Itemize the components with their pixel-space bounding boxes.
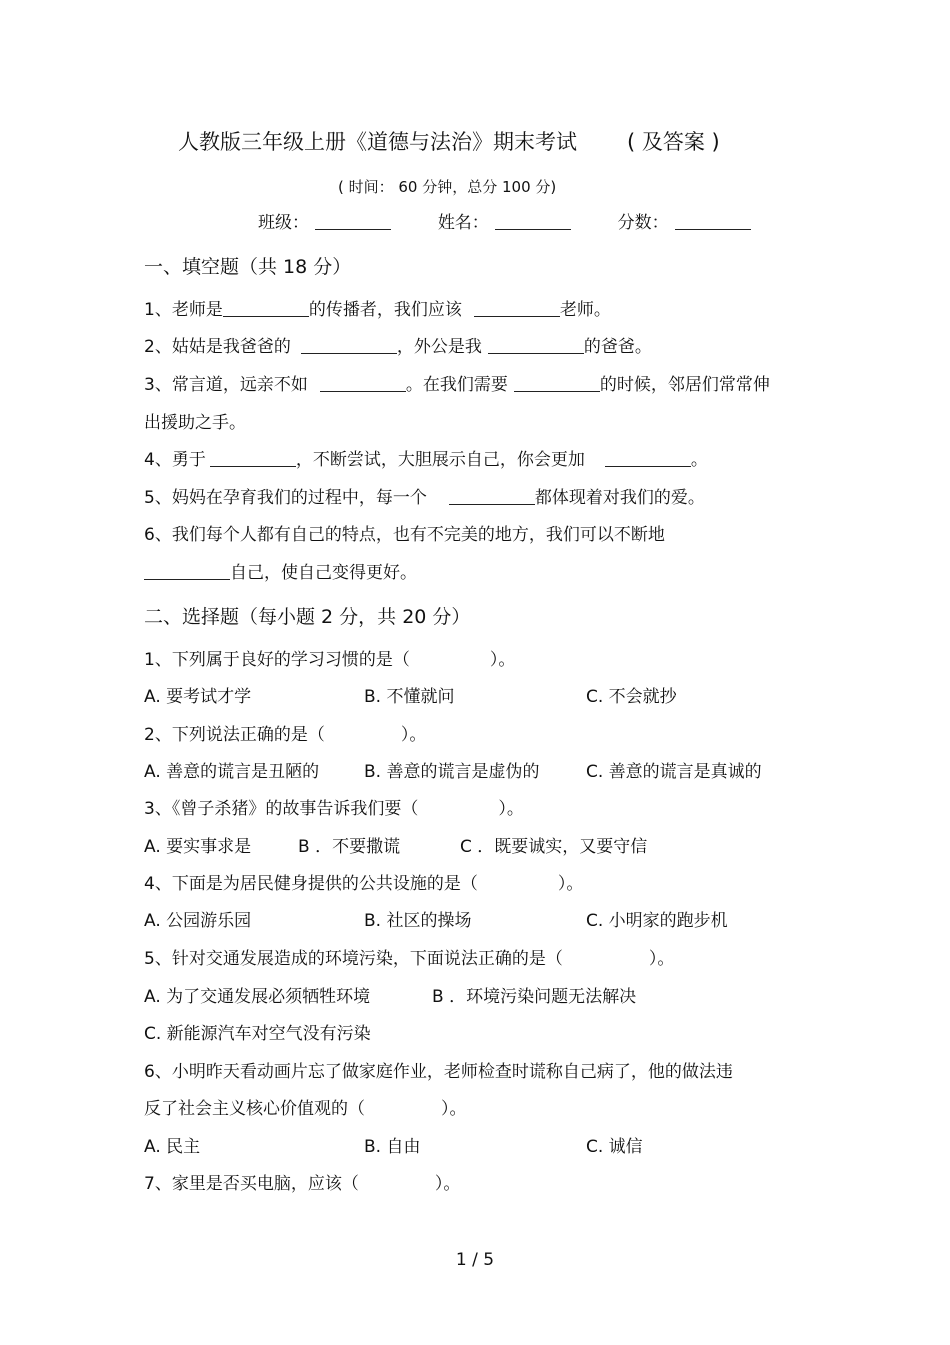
answer-blank (514, 375, 600, 392)
fill-question-6: 6、我们每个人都有自己的特点，也有不完美的地方，我们可以不断地 (144, 525, 665, 545)
option-c: C. 不会就抄 (586, 687, 677, 707)
fill-question-1 (144, 299, 611, 321)
answer-blank (449, 488, 535, 505)
choice-question-6-cont (144, 1098, 467, 1120)
option-b: B. 不懂就问 (364, 687, 455, 707)
fill-question-3 (144, 374, 770, 396)
choice-stem: 1、下列属于良好的学习习惯的是（ (144, 650, 410, 670)
option-b: B. 社区的操场 (364, 911, 472, 931)
option-a: A. 为了交通发展必须牺牲环境 (144, 987, 371, 1007)
choice-close: ）。 (441, 1099, 467, 1119)
choice-close: ）。 (498, 799, 524, 819)
choice-stem: 3、《曾子杀猪》的故事告诉我们要（ (144, 799, 419, 819)
class-label: 班级： (258, 213, 309, 233)
choice-close: ）。 (434, 1174, 461, 1194)
title-suffix: ( 及答案 ) (627, 130, 720, 154)
answer-blank (144, 563, 230, 580)
student-info-row (258, 212, 751, 234)
choice-question-7 (144, 1173, 460, 1195)
q2-text-c: 的爸爸。 (583, 337, 652, 357)
q3-text-a: 3、常言道，远亲不如 (144, 375, 308, 395)
title-text: 人教版三年级上册《道德与法治》期末考试 (178, 130, 577, 154)
option-a: A. 公园游乐园 (144, 911, 252, 931)
q4-text-c: 。 (690, 450, 708, 470)
choice-stem: 5、针对交通发展造成的环境污染，下面说法正确的是（ (144, 949, 563, 969)
answer-blank (301, 337, 397, 354)
q2-text-a: 2、姑姑是我爸爸的 (144, 337, 291, 357)
option-a: A. 民主 (144, 1137, 201, 1157)
answer-blank (320, 375, 406, 392)
class-blank (315, 213, 391, 230)
answer-blank (605, 450, 691, 467)
option-a: A. 要考试才学 (144, 687, 252, 707)
q3-text-c: 的时候，邻居们常常伸 (599, 375, 770, 395)
q1-text-a: 1、老师是 (144, 300, 223, 320)
answer-blank (223, 300, 309, 317)
fill-question-2 (144, 336, 652, 358)
option-c: C. 诚信 (586, 1137, 643, 1157)
time-info: ( 时间： 60 分钟，总分 100 分) (338, 178, 557, 196)
choice-close: ）。 (557, 874, 584, 894)
q1-text-b: 的传播者，我们应该 (308, 300, 462, 320)
choice-question-4 (144, 873, 583, 895)
choice-question-6: 6、小明昨天看动画片忘了做家庭作业，老师检查时谎称自己病了，他的做法违 (144, 1062, 733, 1082)
choice-question-2 (144, 724, 426, 746)
choice-close: ）。 (648, 949, 675, 969)
name-blank (495, 213, 571, 230)
option-c: C ．既要诚实，又要守信 (460, 837, 648, 857)
choice-close: ）。 (400, 725, 427, 745)
answer-blank (474, 300, 560, 317)
option-b: B. 自由 (364, 1137, 421, 1157)
option-c: C. 新能源汽车对空气没有污染 (144, 1024, 371, 1044)
score-label: 分数： (617, 213, 669, 233)
answer-blank (210, 450, 296, 467)
option-a: A. 善意的谎言是丑陋的 (144, 762, 320, 782)
q5-text-b: 都体现着对我们的爱。 (534, 488, 705, 508)
option-b: B. 善意的谎言是虚伪的 (364, 762, 540, 782)
choice-close: ）。 (489, 650, 516, 670)
score-blank (675, 213, 751, 230)
option-c: C. 小明家的跑步机 (586, 911, 728, 931)
exam-title (178, 128, 720, 156)
fill-question-5 (144, 487, 705, 509)
q1-text-c: 老师。 (559, 300, 611, 320)
q6-text-b: 自己，使自己变得更好。 (230, 563, 417, 583)
choice-stem: 2、下列说法正确的是（ (144, 725, 325, 745)
q5-text-a: 5、妈妈在孕育我们的过程中，每一个 (144, 488, 427, 508)
choice-stem: 7、家里是否买电脑，应该（ (144, 1174, 359, 1194)
q2-text-b: ，外公是我 (396, 337, 482, 357)
page-number: 1 / 5 (455, 1250, 495, 1270)
q4-text-a: 4、勇于 (144, 450, 206, 470)
choice-question-5 (144, 948, 674, 970)
q3-text-b: 。在我们需要 (405, 375, 508, 395)
choice-stem: 反了社会主义核心价值观的（ (144, 1099, 365, 1119)
q4-text-b: ，不断尝试，大胆展示自己，你会更加 (295, 450, 585, 470)
fill-question-4 (144, 449, 708, 471)
option-c: C. 善意的谎言是真诚的 (586, 762, 762, 782)
choice-question-3 (144, 798, 524, 820)
answer-blank (488, 337, 584, 354)
option-b: B ．不要撒谎 (298, 837, 401, 857)
name-label: 姓名： (437, 213, 489, 233)
section1-heading: 一、填空题（共 18 分） (144, 256, 352, 278)
option-b: B ．环境污染问题无法解决 (432, 987, 637, 1007)
fill-question-3-cont: 出援助之手。 (144, 413, 246, 433)
option-a: A. 要实事求是 (144, 837, 252, 857)
choice-stem: 4、下面是为居民健身提供的公共设施的是（ (144, 874, 478, 894)
fill-question-6-cont (144, 562, 417, 584)
choice-question-1 (144, 649, 515, 671)
section2-heading: 二、选择题（每小题 2 分，共 20 分） (144, 606, 471, 628)
